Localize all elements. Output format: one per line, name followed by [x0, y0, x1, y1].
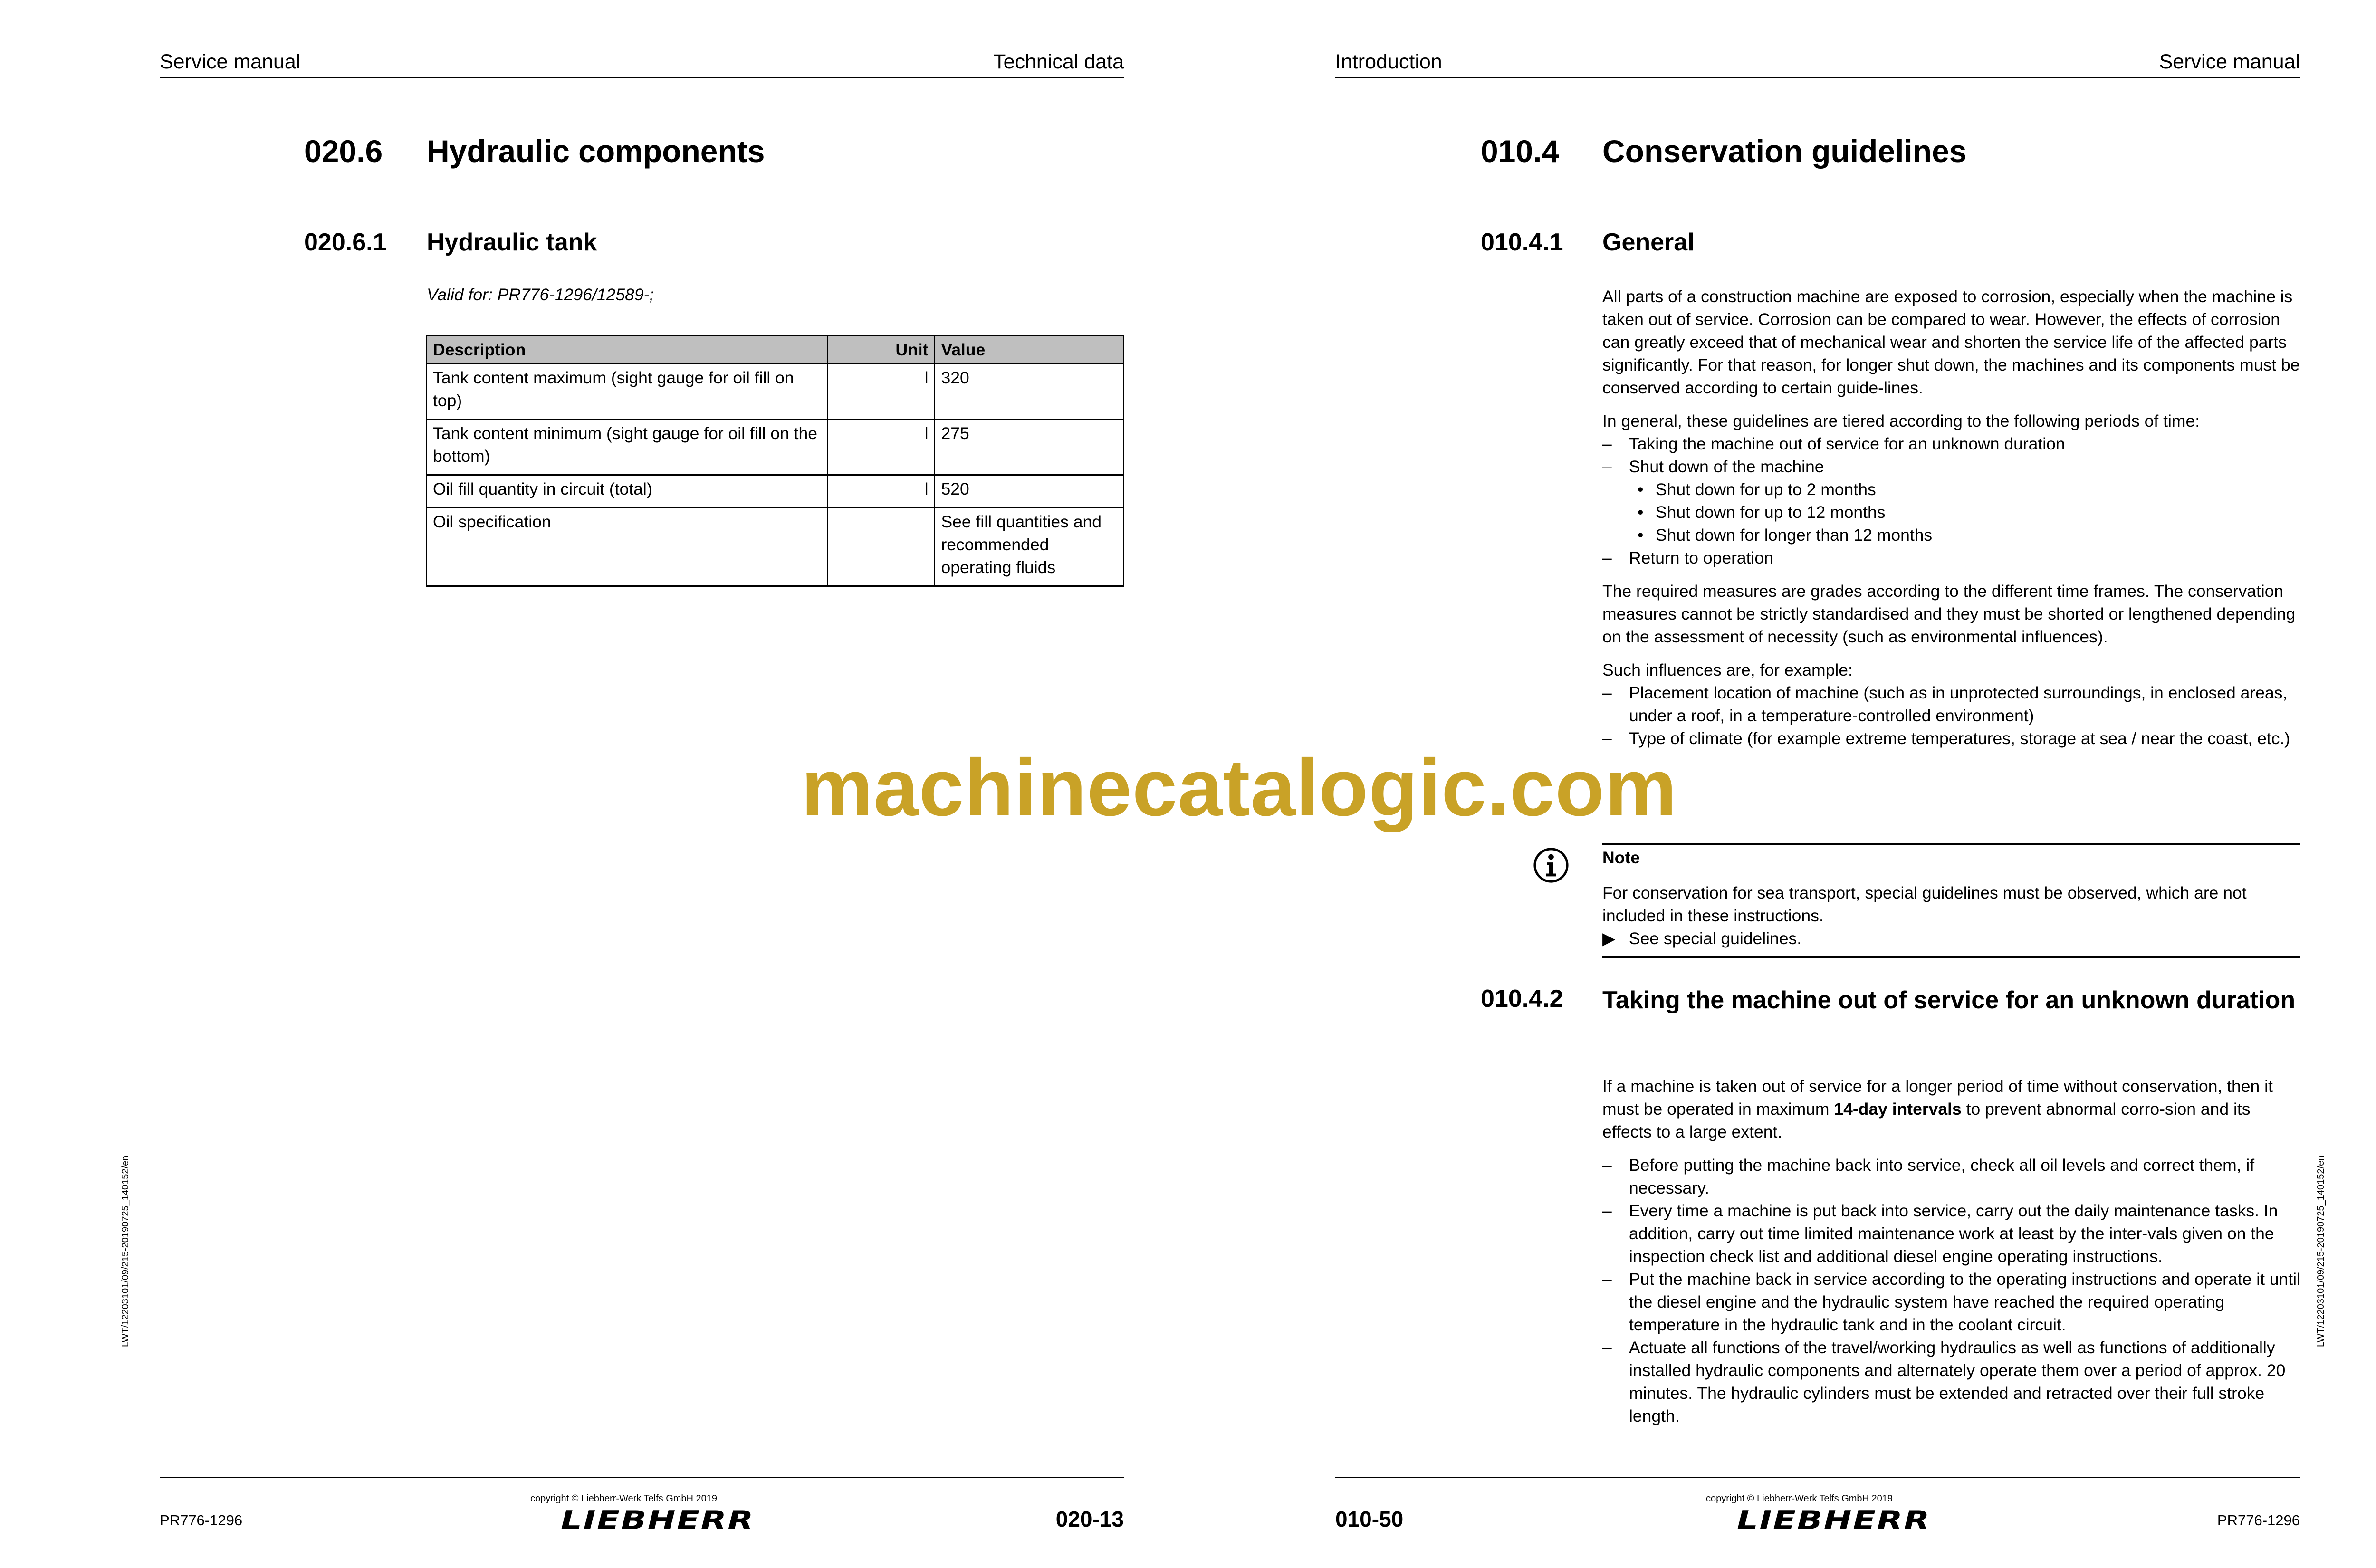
measures-paragraph: The required measures are grades according to the different time frames. The conservation measures cannot be strictly standardised and they must be shorted or lengthened depending on the assessment of necessity (such as environmental influences).	[1602, 582, 2296, 646]
table-cell-description: Oil specification	[427, 508, 828, 586]
table-cell-value: See fill quantities and recommended operating fluids	[935, 508, 1124, 586]
right-page-number: 010-50	[1335, 1507, 1404, 1531]
left-header-rule	[160, 77, 1124, 78]
list-item: – Every time a machine is put back into service, carry out the daily maintenance tasks. In addition, carry out time limited maintenance work at least by the inter-vals given on the inspection check list and additional diesel engine operating instructions.	[1602, 1199, 2301, 1268]
steps-list	[1602, 1154, 2301, 1427]
left-section-title: Hydraulic components	[427, 134, 765, 169]
left-side-doc-code: LWT/12203101/09/215-20190725_140152/en	[120, 1155, 131, 1347]
left-section-number: 020.6	[304, 134, 383, 169]
list-item: • Shut down for longer than 12 months	[1629, 524, 2301, 546]
left-subsection-number: 020.6.1	[304, 229, 387, 256]
right-liebherr-logo: LIEBHERR	[1737, 1505, 1931, 1535]
note-body	[1602, 881, 2301, 950]
table-row	[427, 475, 1124, 508]
table-cell-value: 320	[935, 364, 1124, 420]
general-body	[1602, 285, 2301, 760]
list-item: – Actuate all functions of the travel/working hydraulics as well as functions of additionally installed hydraulic components and alternately operate them over a period of approx. 20 minutes. The hydraulic cylinders must be extended and retracted over their full stroke length.	[1602, 1336, 2301, 1427]
intervals-paragraph	[1602, 1075, 2301, 1143]
influences-list	[1602, 681, 2301, 750]
general-paragraph: All parts of a construction machine are exposed to corrosion, especially when the machine is taken out of service. Corrosion can be compared to wear. However, the effects of corrosion can greatly exceed that of mechanical wear and shorten the service life of the affected parts significantly. For that reason, for longer shut down, the machines and its components must be conserved according to certain guide-lines.	[1602, 287, 2300, 397]
right-section-title: Conservation guidelines	[1602, 134, 1967, 169]
list-item: – Placement location of machine (such as in unprotected surroundings, in enclosed areas, under a roof, in a temperature-controlled environment)	[1602, 681, 2301, 727]
shutdown-sublist	[1629, 478, 2301, 546]
table-row	[427, 364, 1124, 420]
table-cell-unit: l	[827, 420, 935, 475]
list-item-text: Shut down of the machine	[1629, 457, 1824, 476]
table-cell-unit	[827, 508, 935, 586]
watermark: machinecatalogic.com	[801, 743, 1677, 833]
intervals-emphasis: 14-day intervals	[1834, 1100, 1962, 1119]
left-footer-rule	[160, 1477, 1124, 1478]
left-page-number: 020-13	[1055, 1507, 1124, 1531]
hydraulic-tank-table	[426, 335, 1124, 587]
left-header-right: Technical data	[993, 50, 1124, 73]
right-header-right: Service manual	[2159, 50, 2300, 73]
intervals-text-2: to prevent abnormal corro-sion and its effects to a large extent.	[1602, 1100, 2251, 1141]
note-text: For conservation for sea transport, special guidelines must be observed, which are not included in these instructions.	[1602, 883, 2247, 925]
note-title: Note	[1602, 848, 1640, 867]
table-header-row	[427, 336, 1124, 364]
table-cell-unit: l	[827, 364, 935, 420]
right-model-code: PR776-1296	[2217, 1512, 2300, 1529]
periods-list	[1602, 432, 2301, 569]
left-header-left: Service manual	[160, 50, 301, 73]
left-copyright: copyright © Liebherr-Werk Telfs GmbH 2019	[530, 1493, 718, 1504]
right-side-doc-code: LWT/12203101/09/215-20190725_140152/en	[2316, 1155, 2326, 1347]
note-top-rule	[1602, 843, 2300, 845]
right-header-left: Introduction	[1335, 50, 1442, 73]
list-item: • Shut down for up to 2 months	[1629, 478, 2301, 501]
note-bottom-rule	[1602, 956, 2300, 958]
left-liebherr-logo: LIEBHERR	[561, 1505, 755, 1535]
table-cell-value: 520	[935, 475, 1124, 508]
table-cell-description: Tank content minimum (sight gauge for oil fill on the bottom)	[427, 420, 828, 475]
list-item: – Return to operation	[1602, 546, 2301, 569]
table-header-description: Description	[427, 336, 828, 364]
right-copyright: copyright © Liebherr-Werk Telfs GmbH 2019	[1706, 1493, 1893, 1504]
unknown-duration-subsection-number: 010.4.2	[1481, 985, 1563, 1013]
list-item: – Put the machine back in service according to the operating instructions and operate it until the diesel engine and the hydraulic system have reached the required operating temperature in the hydraulic tank and in the coolant circuit.	[1602, 1268, 2301, 1336]
general-subsection-title: General	[1602, 229, 1695, 256]
table-row	[427, 508, 1124, 586]
list-item: • Shut down for up to 12 months	[1629, 501, 2301, 524]
note-action-text: See special guidelines.	[1629, 929, 1802, 948]
table-header-value: Value	[935, 336, 1124, 364]
unknown-duration-subsection-title: Taking the machine out of service for an unknown duration	[1602, 986, 2296, 1014]
periods-intro: In general, these guidelines are tiered according to the following periods of time:	[1602, 411, 2200, 430]
right-header-rule	[1335, 77, 2300, 78]
valid-for-note: Valid for: PR776-1296/12589-;	[427, 285, 654, 304]
table-cell-value: 275	[935, 420, 1124, 475]
influences-intro: Such influences are, for example:	[1602, 660, 1853, 679]
right-section-number: 010.4	[1481, 134, 1560, 169]
list-item: – Taking the machine out of service for an unknown duration	[1602, 432, 2301, 455]
table-cell-description: Oil fill quantity in circuit (total)	[427, 475, 828, 508]
table-row	[427, 420, 1124, 475]
arrow-right-icon: ▶	[1602, 929, 1616, 948]
list-item: – Before putting the machine back into service, check all oil levels and correct them, if necessary.	[1602, 1154, 2301, 1199]
left-model-code: PR776-1296	[160, 1512, 243, 1529]
info-icon	[1533, 847, 1570, 884]
list-item	[1602, 455, 2301, 546]
table-header-unit: Unit	[827, 336, 935, 364]
left-subsection-title: Hydraulic tank	[427, 229, 597, 256]
table-cell-description: Tank content maximum (sight gauge for oil fill on top)	[427, 364, 828, 420]
general-subsection-number: 010.4.1	[1481, 229, 1563, 256]
intervals-text-1: If a machine is taken out of service for a longer period of time without conservation, then it must be operated in maximum	[1602, 1077, 2273, 1119]
right-footer-rule	[1335, 1477, 2300, 1478]
note-action	[1602, 927, 2301, 950]
list-item: – Type of climate (for example extreme temperatures, storage at sea / near the coast, etc.)	[1602, 727, 2301, 750]
table-cell-unit: l	[827, 475, 935, 508]
unknown-duration-body	[1602, 1075, 2301, 1438]
